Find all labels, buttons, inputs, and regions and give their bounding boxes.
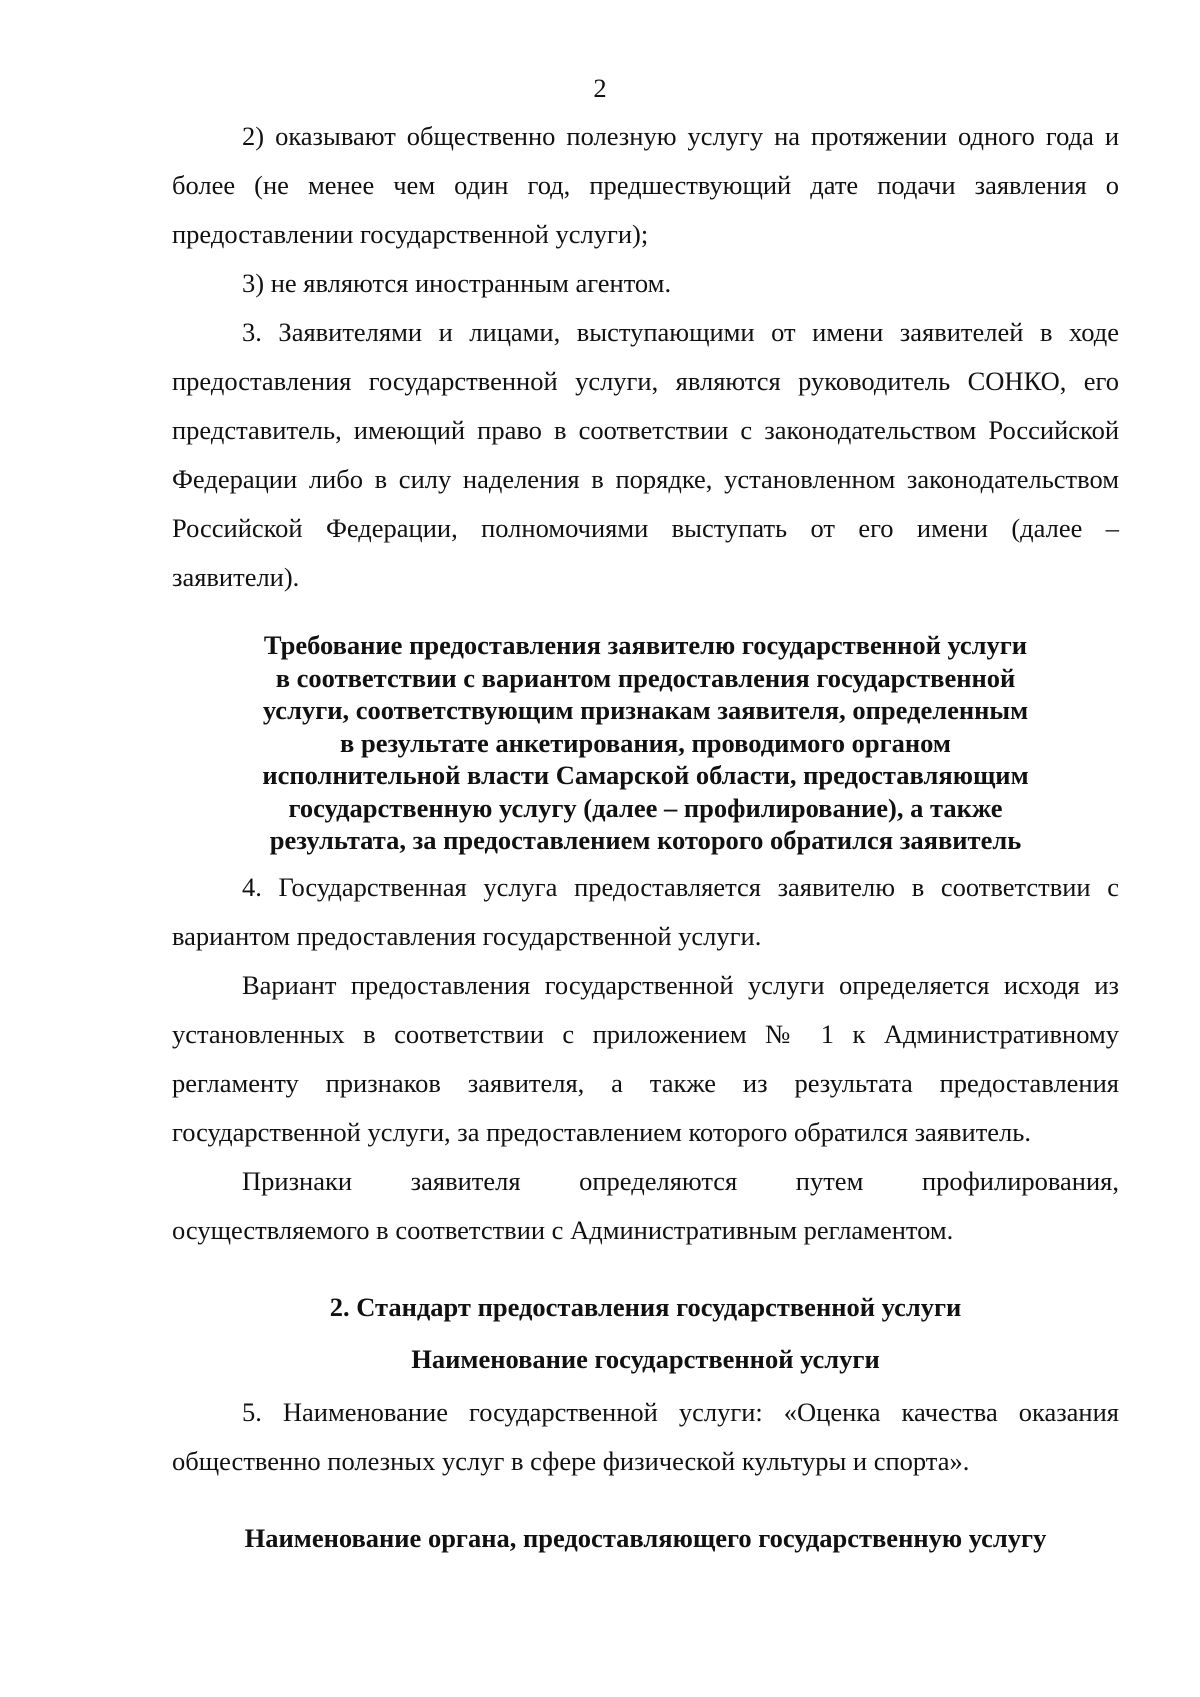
heading-line: государственную услугу (далее – профилирование), а также bbox=[288, 792, 1003, 823]
paragraph-service-name: 5. Наименование государственной услуги: «Оценка качества оказания общественно полезных услуг в сфере физической культуры и спорта». bbox=[172, 1396, 1119, 1476]
paragraph-applicant-features: Признаки заявителя определяются путем профилирования, bbox=[242, 1165, 1119, 1196]
paragraph-applicants: 3. Заявителями и лицами, выступающими от имени заявителей в ходе предоставления государственной услуги, являются руководитель СОНКО, его представитель, имеющий право в соответствии с законодательством Российской Федерации либо в силу наделения в порядке, установленном законодательством Российской Федерации, полномочиями выступать от его имени (далее – заявители). bbox=[172, 317, 1119, 592]
document-body bbox=[172, 112, 1119, 1560]
paragraph-variant-definition: Вариант предоставления государственной услуги определяется исходя из установленных в соответствии с приложением № 1 к Административному регламенту признаков заявителя, а также из результата предоставления государственной услуги, за предоставлением которого обратился заявитель. bbox=[172, 969, 1119, 1147]
paragraph-item-2: 2) оказывают общественно полезную услугу на протяжении одного года и более (не менее чем один год, предшествующий дате подачи заявления о предоставлении государственной услуги); bbox=[172, 121, 1119, 249]
heading-line: в результате анкетирования, проводимого органом bbox=[340, 727, 951, 758]
section-heading-standard: 2. Стандарт предоставления государственной услуги bbox=[329, 1291, 962, 1322]
subheading-service-name: Наименование государственной услуги bbox=[411, 1343, 880, 1374]
heading-line: исполнительной власти Самарской области, предоставляющим bbox=[262, 760, 1029, 790]
section-heading-requirement bbox=[172, 629, 1119, 857]
heading-line: услуги, соответствующим признакам заявителя, определенным bbox=[262, 695, 1029, 725]
page-number: 2 bbox=[593, 73, 607, 103]
heading-line: Требование предоставления заявителю государственной услуги bbox=[263, 630, 1028, 660]
subheading-authority-name: Наименование органа, предоставляющего государственную услугу bbox=[244, 1522, 1047, 1553]
paragraph-item-3: 3) не являются иностранным агентом. bbox=[242, 268, 672, 298]
heading-line: результата, за предоставлением которого обратился заявитель bbox=[269, 825, 1022, 855]
paragraph-applicant-features-cont: осуществляемого в соответствии с Административным регламентом. bbox=[172, 1214, 954, 1245]
heading-line: в соответствии с вариантом предоставления государственной bbox=[275, 662, 1016, 693]
paragraph-service-variant: 4. Государственная услуга предоставляется заявителю в соответствии с вариантом предоставления государственной услуги. bbox=[172, 871, 1119, 951]
